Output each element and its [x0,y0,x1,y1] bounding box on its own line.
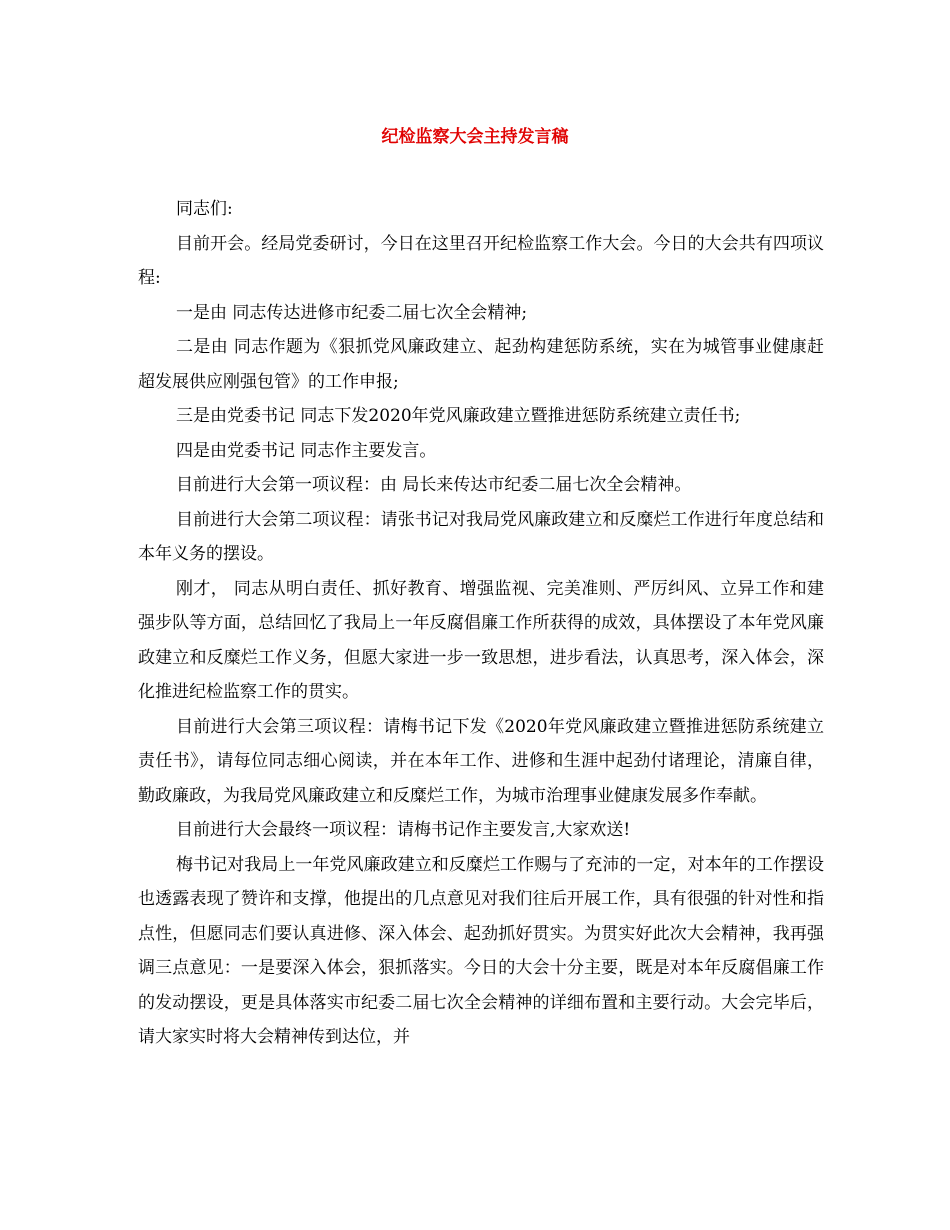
paragraph-item-2: 目前进行大会第二项议程：请张书记对我局党风廉政建立和反糜烂工作进行年度总结和本年义务的摆设。 [138,509,824,564]
document-body [138,192,824,1055]
paragraph-opening: 目前开会。经局党委研讨，今日在这里召开纪检监察工作大会。今日的大会共有四项议程: [138,233,824,288]
paragraph-summary: 刚才， 同志从明白责任、抓好教育、增强监视、完美准则、严厉纠风、立异工作和建强步队等方面，总结回忆了我局上一年反腐倡廉工作所获得的成效，具体摆设了本年党风廉政建立和反糜烂工作义务，但愿大家进一步一致思想，进步看法，认真思考，深入体会，深化推进纪检监察工作的贯实。 [138,578,824,702]
paragraph-agenda-3: 三是由党委书记 同志下发2020年党风廉政建立暨推进惩防系统建立责任书; [176,406,741,426]
paragraph-agenda-1: 一是由 同志传达进修市纪委二届七次全会精神; [176,302,528,323]
paragraph-item-1: 目前进行大会第一项议程：由 局长来传达市纪委二届七次全会精神。 [176,475,692,495]
paragraph-greeting: 同志们: [176,199,233,219]
paragraph-item-final: 目前进行大会最终一项议程：请梅书记作主要发言,大家欢送! [176,820,631,840]
paragraph-item-3: 目前进行大会第三项议程：请梅书记下发《2020年党风廉政建立暨推进惩防系统建立责任书》，请每位同志细心阅读，并在本年工作、进修和生涯中起劲付诸理论，清廉自律，勤政廉政，为我局党风廉政建立和反糜烂工作，为城市治理事业健康发展多作奉献。 [138,716,824,806]
paragraph-agenda-4: 四是由党委书记 同志作主要发言。 [176,440,437,461]
paragraph-agenda-2: 二是由 同志作题为《狠抓党风廉政建立、起劲构建惩防系统，实在为城管事业健康赶超发展供应刚强包管》的工作申报; [138,337,824,392]
document-title: 纪检监察大会主持发言稿 [381,127,569,147]
paragraph-closing: 梅书记对我局上一年党风廉政建立和反糜烂工作赐与了充沛的一定，对本年的工作摆设也透露表现了赞许和支撑，他提出的几点意见对我们往后开展工作，具有很强的针对性和指点性，但愿同志们要认真进修、深入体会、起劲抓好贯实。为贯实好此次大会精神，我再强调三点意见：一是要深入体会，狠抓落实。今日的大会十分主要，既是对本年反腐倡廉工作的发动摆设，更是具体落实市纪委二届七次全会精神的详细布置和主要行动。大会完毕后，请大家实时将大会精神传到达位，并 [138,854,824,1047]
